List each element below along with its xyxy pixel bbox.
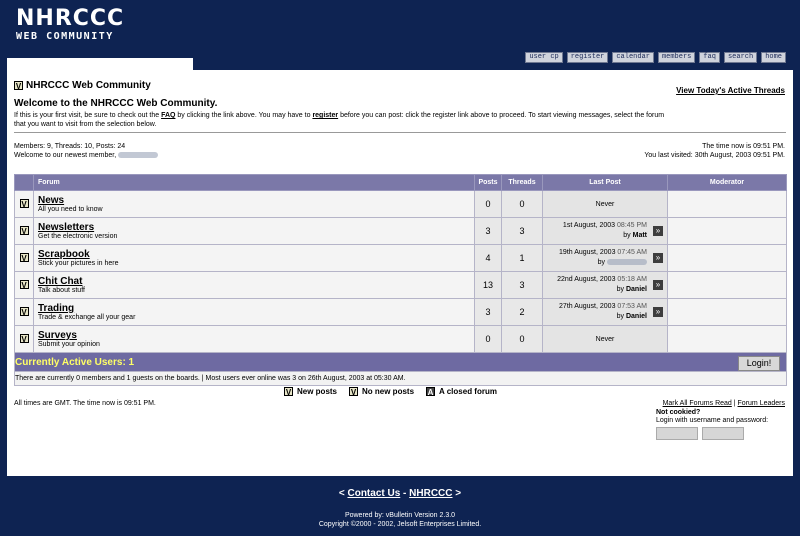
logo-title: NHRCCC xyxy=(16,6,125,31)
forum-folder-icon: V xyxy=(15,82,22,91)
last-visited: You last visited: 30th August, 2003 09:51 PM. xyxy=(644,152,785,159)
last-post-date: 22nd August, 2003 xyxy=(557,276,616,283)
powered-by: Powered by: vBulletin Version 2.3.0 xyxy=(344,512,456,519)
footer-credits xyxy=(0,511,800,529)
forum-link-newsletters[interactable]: Newsletters xyxy=(38,222,95,233)
last-post-date: 19th August, 2003 xyxy=(559,249,616,256)
active-users-text: There are currently 0 members and 1 guests on the boards. | Most users ever online was 3 on 26th August, 2003 at 05:30 AM. xyxy=(15,372,787,386)
no-new-posts-icon: V xyxy=(350,388,357,397)
closed-forum-icon: A xyxy=(427,388,434,397)
moderator-cell xyxy=(668,218,787,245)
newest-member-label: Welcome to our newest member, xyxy=(14,152,119,159)
nav-calendar-button[interactable]: calendar xyxy=(612,52,654,63)
forum-description: Stick your pictures in here xyxy=(38,260,119,267)
forum-link-surveys[interactable]: Surveys xyxy=(38,330,77,341)
go-to-last-post-icon[interactable]: » xyxy=(653,307,663,317)
threads-count: 3 xyxy=(502,218,543,245)
breadcrumb xyxy=(14,80,151,91)
forum-description: Trade & exchange all your gear xyxy=(38,314,136,321)
header-last-post: Last Post xyxy=(543,175,668,191)
last-poster-link[interactable]: Daniel xyxy=(625,286,647,293)
forum-description: Get the electronic version xyxy=(38,233,118,240)
last-post-time: 05:18 AM xyxy=(617,276,647,283)
table-row xyxy=(15,218,787,245)
table-row xyxy=(15,299,787,326)
forum-link-trading[interactable]: Trading xyxy=(38,303,75,314)
divider xyxy=(14,132,786,133)
moderator-cell xyxy=(668,299,787,326)
threads-count: 3 xyxy=(502,272,543,299)
time-now: The time now is 09:51 PM. xyxy=(702,143,785,150)
last-post-date: 1st August, 2003 xyxy=(562,222,616,229)
nav-register-button[interactable]: register xyxy=(567,52,609,63)
nav-search-button[interactable]: search xyxy=(724,52,757,63)
table-row xyxy=(15,272,787,299)
posts-count: 3 xyxy=(475,299,502,326)
forum-leaders-link[interactable]: Forum Leaders xyxy=(737,400,785,407)
moderator-cell xyxy=(668,191,787,218)
table-row xyxy=(15,245,787,272)
new-posts-icon: V xyxy=(21,335,27,344)
header-threads: Threads xyxy=(502,175,543,191)
top-nav xyxy=(525,52,786,63)
posts-count: 13 xyxy=(475,272,502,299)
nav-user-cp-button[interactable]: user cp xyxy=(525,52,562,63)
last-post-cell: 19th August, 2003 07:45 AM by » xyxy=(543,245,668,272)
header-moderator: Moderator xyxy=(668,175,787,191)
last-post-date: 27th August, 2003 xyxy=(559,303,616,310)
moderator-cell xyxy=(668,245,787,272)
faq-link[interactable]: FAQ xyxy=(161,112,176,119)
table-row xyxy=(15,326,787,353)
password-input[interactable] xyxy=(702,427,744,440)
logo-subtitle: WEB COMMUNITY xyxy=(16,31,114,42)
moderator-cell xyxy=(668,272,787,299)
last-post-cell: 1st August, 2003 08:45 PM by Matt » xyxy=(543,218,668,245)
newest-member-link[interactable] xyxy=(118,152,158,158)
register-link[interactable]: register xyxy=(312,112,339,119)
posts-count: 0 xyxy=(475,191,502,218)
mark-forums-read-link[interactable]: Mark All Forums Read xyxy=(662,400,732,407)
login-button[interactable]: Login! xyxy=(738,356,780,371)
last-post-cell: 27th August, 2003 07:53 AM by Daniel » xyxy=(543,299,668,326)
new-posts-icon: V xyxy=(21,227,27,236)
header-icon-col xyxy=(15,175,34,191)
table-header-row xyxy=(15,175,787,191)
forum-description: Talk about stuff xyxy=(38,287,85,294)
new-posts-icon: V xyxy=(21,281,27,290)
header-posts: Posts xyxy=(475,175,502,191)
login-prompt: Login with username and password: xyxy=(656,417,769,424)
home-site-link[interactable]: NHRCCC xyxy=(409,488,453,499)
site-logo[interactable] xyxy=(16,8,124,44)
username-input[interactable] xyxy=(656,427,698,440)
last-post-cell: Never xyxy=(543,191,668,218)
header-forum: Forum xyxy=(34,175,475,191)
moderator-cell xyxy=(668,326,787,353)
contact-us-link[interactable]: Contact Us xyxy=(347,488,401,499)
last-post-time: 07:45 AM xyxy=(617,249,647,256)
new-posts-icon: V xyxy=(21,200,27,209)
last-post-time: 07:53 AM xyxy=(617,303,647,310)
last-post-time: 08:45 PM xyxy=(617,222,647,229)
table-row xyxy=(15,191,787,218)
forum-link-news[interactable]: News xyxy=(38,195,65,206)
posts-count: 0 xyxy=(475,326,502,353)
welcome-text: If this is your first visit, be sure to check out the FAQ by clicking the link above. You may have to register before you can post: click the register link above to proceed. To start viewing messages, select the forum that you want to visit from the selection below. xyxy=(14,112,665,128)
threads-count: 1 xyxy=(502,245,543,272)
go-to-last-post-icon[interactable]: » xyxy=(653,280,663,290)
active-users-row xyxy=(15,372,787,386)
forum-legend xyxy=(284,387,497,396)
last-poster-link[interactable] xyxy=(607,259,647,265)
footer-links: < Contact Us - NHRCCC > xyxy=(338,488,462,499)
last-post-cell: 22nd August, 2003 05:18 AM by Daniel » xyxy=(543,272,668,299)
login-form xyxy=(656,427,744,440)
threads-count: 2 xyxy=(502,299,543,326)
go-to-last-post-icon[interactable]: » xyxy=(653,253,663,263)
copyright: Copyright ©2000 - 2002, Jelsoft Enterprises Limited. xyxy=(318,521,482,528)
active-users-header xyxy=(15,353,787,372)
posts-count: 4 xyxy=(475,245,502,272)
forum-description: Submit your opinion xyxy=(38,341,100,348)
active-threads-link[interactable]: View Today's Active Threads xyxy=(676,86,785,95)
last-poster-link[interactable]: Daniel xyxy=(625,313,647,320)
legend-new-posts: New posts xyxy=(297,387,338,396)
timezone-note: All times are GMT. The time now is 09:51 PM. xyxy=(14,400,156,407)
nav-faq-button[interactable]: faq xyxy=(699,52,720,63)
forum-link-scrapbook[interactable]: Scrapbook xyxy=(38,249,90,260)
nav-home-button[interactable]: home xyxy=(761,52,786,63)
legend-closed-forum: A closed forum xyxy=(439,387,497,396)
forum-link-chit-chat[interactable]: Chit Chat xyxy=(38,276,83,287)
board-stats xyxy=(14,142,158,160)
breadcrumb-title: NHRCCC Web Community xyxy=(26,80,151,91)
last-poster-link[interactable]: Matt xyxy=(632,232,647,239)
welcome-heading: Welcome to the NHRCCC Web Community. xyxy=(14,98,218,109)
not-cookied-label: Not cookied? xyxy=(656,409,701,416)
stats-counts: Members: 9, Threads: 10, Posts: 24 xyxy=(14,143,126,150)
posts-count: 3 xyxy=(475,218,502,245)
forum-table xyxy=(14,174,787,386)
forum-description: All you need to know xyxy=(38,206,103,213)
last-post-cell: Never xyxy=(543,326,668,353)
new-posts-icon: V xyxy=(285,388,292,397)
nav-members-button[interactable]: members xyxy=(658,52,695,63)
active-users-title: Currently Active Users: 1 xyxy=(15,353,787,372)
go-to-last-post-icon[interactable]: » xyxy=(653,226,663,236)
new-posts-icon: V xyxy=(21,308,27,317)
new-posts-icon: V xyxy=(21,254,27,263)
threads-count: 0 xyxy=(502,326,543,353)
legend-no-new-posts: No new posts xyxy=(362,387,415,396)
main-content xyxy=(7,70,793,476)
threads-count: 0 xyxy=(502,191,543,218)
time-info xyxy=(644,142,785,160)
bottom-links: Mark All Forums Read | Forum Leaders xyxy=(662,400,785,407)
